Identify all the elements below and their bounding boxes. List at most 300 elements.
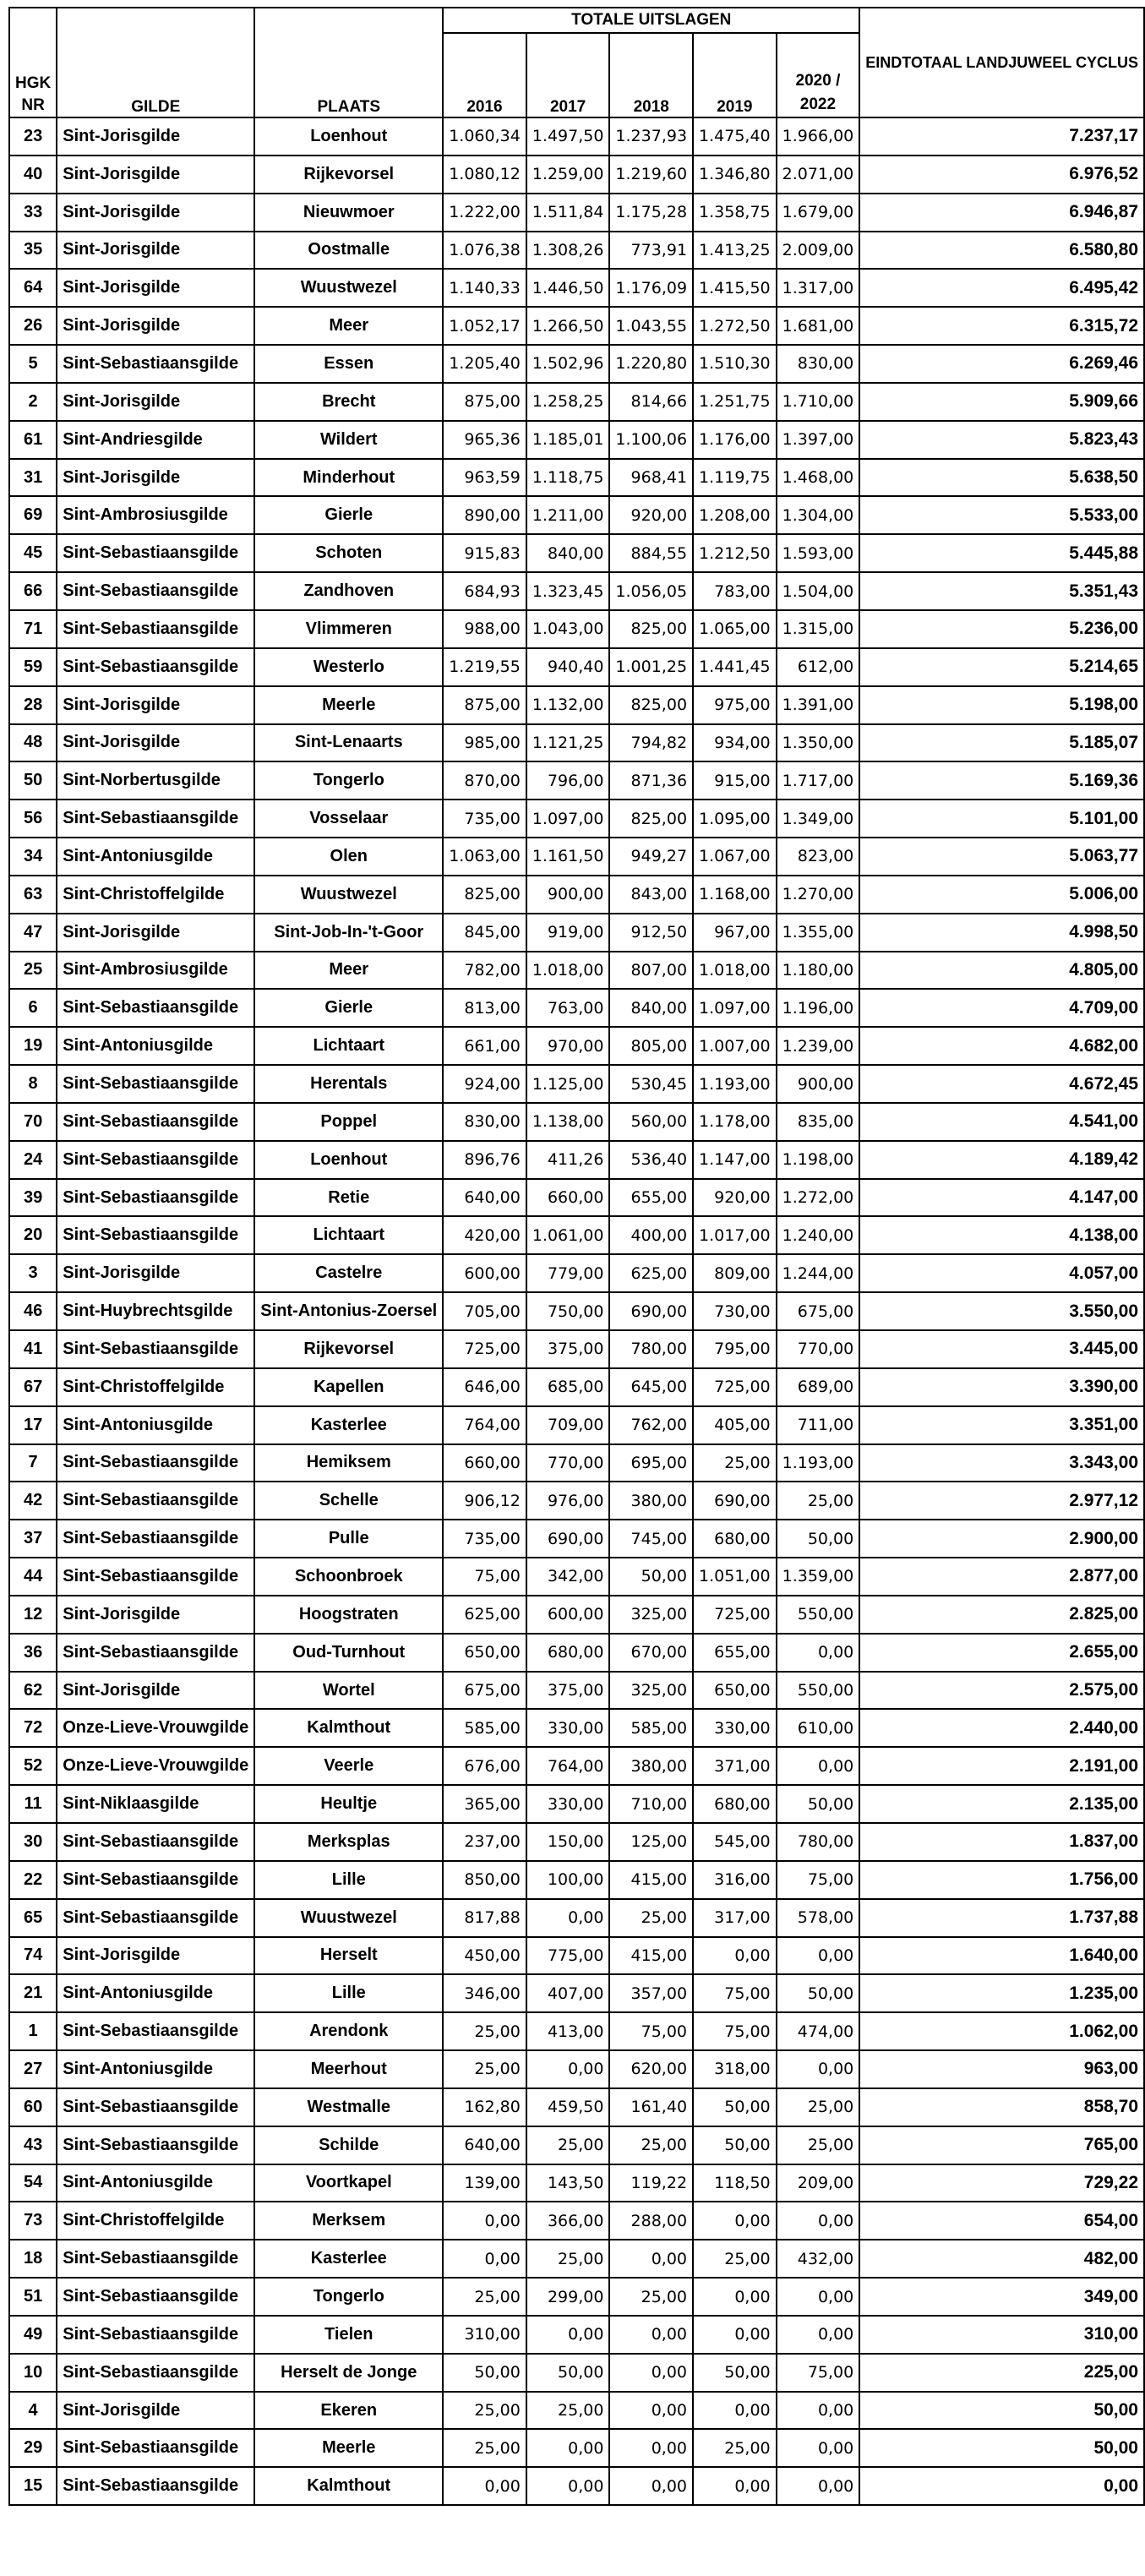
row-year-value: 75,00 (777, 2354, 860, 2392)
row-year-value: 0,00 (526, 2050, 610, 2088)
row-year-value: 843,00 (609, 876, 693, 914)
row-year-value: 680,00 (526, 1634, 610, 1672)
row-year-value: 1.391,00 (777, 686, 860, 724)
row-gilde: Sint-Sebastiaansgilde (57, 1330, 254, 1368)
table-row (9, 2392, 1144, 2430)
row-year-value: 1.211,00 (526, 496, 610, 534)
row-year-value: 118,50 (693, 2164, 777, 2202)
row-year-value: 968,41 (609, 459, 693, 497)
row-nr: 65 (9, 1899, 57, 1937)
row-year-value: 50,00 (777, 1974, 860, 2012)
row-year-value: 1.717,00 (777, 761, 860, 800)
row-nr: 15 (9, 2467, 57, 2505)
row-plaats: Veerle (254, 1747, 443, 1785)
row-year-value: 1.346,80 (693, 156, 777, 194)
row-year-value: 1.510,30 (693, 345, 777, 383)
row-year-value: 640,00 (443, 2126, 526, 2164)
row-year-value: 1.240,00 (777, 1216, 860, 1254)
row-gilde: Sint-Sebastiaansgilde (57, 2278, 254, 2316)
row-year-value: 1.323,45 (526, 572, 610, 610)
row-gilde: Sint-Sebastiaansgilde (57, 2088, 254, 2126)
row-year-value: 1.018,00 (526, 952, 610, 990)
row-total: 2.135,00 (859, 1785, 1144, 1823)
row-year-value: 963,59 (443, 459, 526, 497)
col-year-header: 2019 (693, 33, 777, 117)
row-year-value: 1.043,00 (526, 610, 610, 648)
row-year-value: 415,00 (609, 1861, 693, 1899)
row-year-value: 0,00 (777, 1747, 860, 1785)
row-nr: 48 (9, 724, 57, 762)
row-year-value: 330,00 (526, 1785, 610, 1823)
row-plaats: Arendonk (254, 2012, 443, 2050)
row-year-value: 578,00 (777, 1899, 860, 1937)
row-gilde: Sint-Sebastiaansgilde (57, 800, 254, 838)
row-year-value: 890,00 (443, 496, 526, 534)
row-gilde: Sint-Jorisgilde (57, 156, 254, 194)
row-year-value: 1.018,00 (693, 952, 777, 990)
row-year-value: 0,00 (777, 2429, 860, 2467)
row-nr: 28 (9, 686, 57, 724)
row-year-value: 1.080,12 (443, 156, 526, 194)
row-year-value: 299,00 (526, 2278, 610, 2316)
row-year-value: 600,00 (443, 1254, 526, 1292)
row-year-value: 1.504,00 (777, 572, 860, 610)
row-plaats: Herselt (254, 1937, 443, 1975)
row-gilde: Sint-Sebastiaansgilde (57, 648, 254, 686)
row-year-value: 1.100,06 (609, 421, 693, 459)
row-year-value: 25,00 (443, 2429, 526, 2467)
row-year-value: 912,50 (609, 914, 693, 952)
row-total: 5.638,50 (859, 459, 1144, 497)
row-year-value: 900,00 (777, 1065, 860, 1103)
row-year-value: 709,00 (526, 1406, 610, 1444)
row-nr: 49 (9, 2316, 57, 2354)
row-year-value: 795,00 (693, 1330, 777, 1368)
row-nr: 22 (9, 1861, 57, 1899)
row-gilde: Sint-Sebastiaansgilde (57, 1823, 254, 1861)
row-year-value: 0,00 (443, 2467, 526, 2505)
row-nr: 5 (9, 345, 57, 383)
row-gilde: Sint-Sebastiaansgilde (57, 2012, 254, 2050)
row-plaats: Rijkevorsel (254, 1330, 443, 1368)
row-plaats: Merksem (254, 2202, 443, 2240)
row-total: 2.655,00 (859, 1634, 1144, 1672)
row-gilde: Sint-Antoniusgilde (57, 2164, 254, 2202)
row-plaats: Tielen (254, 2316, 443, 2354)
row-year-value: 317,00 (693, 1899, 777, 1937)
row-gilde: Sint-Jorisgilde (57, 914, 254, 952)
row-nr: 34 (9, 838, 57, 876)
row-total: 654,00 (859, 2202, 1144, 2240)
row-plaats: Kapellen (254, 1368, 443, 1406)
row-plaats: Lille (254, 1861, 443, 1899)
row-year-value: 380,00 (609, 1747, 693, 1785)
row-gilde: Sint-Sebastiaansgilde (57, 1634, 254, 1672)
row-year-value: 536,40 (609, 1141, 693, 1179)
row-total: 2.977,12 (859, 1482, 1144, 1520)
row-year-value: 1.176,09 (609, 269, 693, 307)
row-gilde: Sint-Sebastiaansgilde (57, 2354, 254, 2392)
row-total: 6.495,42 (859, 269, 1144, 307)
row-year-value: 25,00 (777, 2126, 860, 2164)
row-year-value: 845,00 (443, 914, 526, 952)
row-year-value: 1.258,25 (526, 383, 610, 421)
row-year-value: 825,00 (609, 610, 693, 648)
row-plaats: Wortel (254, 1672, 443, 1710)
row-plaats: Lichtaart (254, 1027, 443, 1065)
table-row (9, 2278, 1144, 2316)
row-gilde: Sint-Christoffelgilde (57, 1368, 254, 1406)
row-total: 2.575,00 (859, 1672, 1144, 1710)
row-year-value: 675,00 (777, 1292, 860, 1330)
row-year-value: 680,00 (693, 1785, 777, 1823)
row-gilde: Sint-Sebastiaansgilde (57, 989, 254, 1027)
row-year-value: 420,00 (443, 1216, 526, 1254)
row-year-value: 0,00 (777, 2392, 860, 2430)
row-year-value: 366,00 (526, 2202, 610, 2240)
table-row (9, 761, 1144, 800)
row-plaats: Ekeren (254, 2392, 443, 2430)
row-year-value: 1.219,60 (609, 156, 693, 194)
row-year-value: 25,00 (443, 2050, 526, 2088)
row-total: 482,00 (859, 2240, 1144, 2278)
row-year-value: 25,00 (693, 2429, 777, 2467)
row-plaats: Poppel (254, 1103, 443, 1141)
table-row (9, 2050, 1144, 2088)
table-row (9, 1785, 1144, 1823)
table-row (9, 1292, 1144, 1330)
row-year-value: 50,00 (609, 1558, 693, 1596)
row-total: 4.998,50 (859, 914, 1144, 952)
row-total: 4.709,00 (859, 989, 1144, 1027)
table-row (9, 2012, 1144, 2050)
row-year-value: 1.272,50 (693, 307, 777, 345)
table-row (9, 1937, 1144, 1975)
row-year-value: 1.161,50 (526, 838, 610, 876)
row-year-value: 676,00 (443, 1747, 526, 1785)
row-year-value: 530,45 (609, 1065, 693, 1103)
row-year-value: 0,00 (693, 2316, 777, 2354)
row-year-value: 711,00 (777, 1406, 860, 1444)
row-year-value: 0,00 (693, 2278, 777, 2316)
row-year-value: 1.001,25 (609, 648, 693, 686)
row-year-value: 814,66 (609, 383, 693, 421)
row-nr: 2 (9, 383, 57, 421)
row-nr: 18 (9, 2240, 57, 2278)
table-row (9, 459, 1144, 497)
row-total: 1.235,00 (859, 1974, 1144, 2012)
row-total: 4.672,45 (859, 1065, 1144, 1103)
row-year-value: 976,00 (526, 1482, 610, 1520)
results-table (8, 7, 1145, 2506)
table-row (9, 1141, 1144, 1179)
row-year-value: 807,00 (609, 952, 693, 990)
row-total: 4.682,00 (859, 1027, 1144, 1065)
table-row (9, 156, 1144, 194)
row-year-value: 1.710,00 (777, 383, 860, 421)
row-year-value: 965,36 (443, 421, 526, 459)
table-row (9, 914, 1144, 952)
row-year-value: 750,00 (526, 1292, 610, 1330)
row-plaats: Wuustwezel (254, 1899, 443, 1937)
row-year-value: 407,00 (526, 1974, 610, 2012)
row-total: 1.756,00 (859, 1861, 1144, 1899)
table-row (9, 2088, 1144, 2126)
row-year-value: 780,00 (777, 1823, 860, 1861)
row-plaats: Meerle (254, 686, 443, 724)
row-year-value: 875,00 (443, 686, 526, 724)
row-year-value: 0,00 (526, 2429, 610, 2467)
row-year-value: 318,00 (693, 2050, 777, 2088)
row-year-value: 940,40 (526, 648, 610, 686)
row-year-value: 1.205,40 (443, 345, 526, 383)
row-plaats: Westmalle (254, 2088, 443, 2126)
row-year-value: 330,00 (526, 1709, 610, 1747)
row-year-value: 661,00 (443, 1027, 526, 1065)
row-year-value: 325,00 (609, 1596, 693, 1634)
table-row (9, 1444, 1144, 1482)
row-nr: 20 (9, 1216, 57, 1254)
row-total: 50,00 (859, 2392, 1144, 2430)
row-plaats: Retie (254, 1179, 443, 1217)
row-total: 5.185,07 (859, 724, 1144, 762)
row-nr: 73 (9, 2202, 57, 2240)
row-plaats: Gierle (254, 989, 443, 1027)
row-year-value: 770,00 (777, 1330, 860, 1368)
row-year-value: 0,00 (609, 2392, 693, 2430)
row-plaats: Lichtaart (254, 1216, 443, 1254)
row-year-value: 25,00 (609, 2126, 693, 2164)
row-year-value: 988,00 (443, 610, 526, 648)
row-nr: 29 (9, 2429, 57, 2467)
row-year-value: 585,00 (443, 1709, 526, 1747)
table-row (9, 1027, 1144, 1065)
row-gilde: Sint-Sebastiaansgilde (57, 1899, 254, 1937)
row-total: 7.237,17 (859, 117, 1144, 156)
row-plaats: Sint-Lenaarts (254, 724, 443, 762)
row-plaats: Schilde (254, 2126, 443, 2164)
table-row (9, 269, 1144, 307)
row-year-value: 1.441,45 (693, 648, 777, 686)
row-year-value: 1.121,25 (526, 724, 610, 762)
table-row (9, 1558, 1144, 1596)
row-total: 6.976,52 (859, 156, 1144, 194)
row-year-value: 764,00 (443, 1406, 526, 1444)
row-year-value: 450,00 (443, 1937, 526, 1975)
row-year-value: 762,00 (609, 1406, 693, 1444)
row-year-value: 1.244,00 (777, 1254, 860, 1292)
row-year-value: 1.118,75 (526, 459, 610, 497)
row-nr: 70 (9, 1103, 57, 1141)
row-year-value: 934,00 (693, 724, 777, 762)
row-gilde: Sint-Sebastiaansgilde (57, 2126, 254, 2164)
row-year-value: 805,00 (609, 1027, 693, 1065)
row-year-value: 75,00 (443, 1558, 526, 1596)
row-nr: 12 (9, 1596, 57, 1634)
row-gilde: Sint-Sebastiaansgilde (57, 1482, 254, 1520)
row-year-value: 0,00 (777, 2202, 860, 2240)
row-nr: 24 (9, 1141, 57, 1179)
row-gilde: Sint-Huybrechtsgilde (57, 1292, 254, 1330)
row-gilde: Onze-Lieve-Vrouwgilde (57, 1747, 254, 1785)
row-year-value: 1.237,93 (609, 117, 693, 156)
table-row (9, 2354, 1144, 2392)
row-year-value: 330,00 (693, 1709, 777, 1747)
row-total: 729,22 (859, 2164, 1144, 2202)
row-year-value: 1.180,00 (777, 952, 860, 990)
row-total: 5.351,43 (859, 572, 1144, 610)
row-year-value: 75,00 (693, 2012, 777, 2050)
row-year-value: 0,00 (777, 2467, 860, 2505)
row-gilde: Sint-Sebastiaansgilde (57, 345, 254, 383)
row-year-value: 25,00 (609, 1899, 693, 1937)
row-year-value: 25,00 (443, 2012, 526, 2050)
row-year-value: 967,00 (693, 914, 777, 952)
row-year-value: 655,00 (609, 1179, 693, 1217)
row-gilde: Sint-Sebastiaansgilde (57, 1861, 254, 1899)
row-year-value: 725,00 (443, 1330, 526, 1368)
table-row (9, 307, 1144, 345)
row-plaats: Hoogstraten (254, 1596, 443, 1634)
row-plaats: Heultje (254, 1785, 443, 1823)
row-year-value: 1.212,50 (693, 534, 777, 572)
row-total: 5.214,65 (859, 648, 1144, 686)
row-year-value: 625,00 (609, 1254, 693, 1292)
row-total: 2.440,00 (859, 1709, 1144, 1747)
row-year-value: 288,00 (609, 2202, 693, 2240)
row-total: 6.946,87 (859, 194, 1144, 232)
row-year-value: 830,00 (443, 1103, 526, 1141)
row-year-value: 1.468,00 (777, 459, 860, 497)
row-total: 3.343,00 (859, 1444, 1144, 1482)
row-year-value: 310,00 (443, 2316, 526, 2354)
row-year-value: 161,40 (609, 2088, 693, 2126)
row-plaats: Oud-Turnhout (254, 1634, 443, 1672)
row-year-value: 25,00 (777, 2088, 860, 2126)
row-plaats: Westerlo (254, 648, 443, 686)
row-gilde: Sint-Jorisgilde (57, 232, 254, 270)
row-year-value: 1.208,00 (693, 496, 777, 534)
row-year-value: 625,00 (443, 1596, 526, 1634)
row-year-value: 371,00 (693, 1747, 777, 1785)
row-gilde: Sint-Jorisgilde (57, 1254, 254, 1292)
row-gilde: Sint-Jorisgilde (57, 1596, 254, 1634)
row-total: 4.805,00 (859, 952, 1144, 990)
row-total: 4.147,00 (859, 1179, 1144, 1217)
row-year-value: 380,00 (609, 1482, 693, 1520)
table-row (9, 1482, 1144, 1520)
row-gilde: Sint-Jorisgilde (57, 686, 254, 724)
row-plaats: Wuustwezel (254, 876, 443, 914)
table-row (9, 1899, 1144, 1937)
row-year-value: 763,00 (526, 989, 610, 1027)
row-plaats: Loenhout (254, 1141, 443, 1179)
row-plaats: Schelle (254, 1482, 443, 1520)
row-gilde: Sint-Jorisgilde (57, 724, 254, 762)
row-nr: 61 (9, 421, 57, 459)
row-year-value: 660,00 (443, 1444, 526, 1482)
row-year-value: 346,00 (443, 1974, 526, 2012)
row-plaats: Kasterlee (254, 2240, 443, 2278)
row-nr: 1 (9, 2012, 57, 2050)
row-year-value: 705,00 (443, 1292, 526, 1330)
row-year-value: 825,00 (609, 686, 693, 724)
table-row (9, 1596, 1144, 1634)
row-plaats: Brecht (254, 383, 443, 421)
row-year-value: 0,00 (526, 1899, 610, 1937)
row-year-value: 0,00 (777, 2050, 860, 2088)
row-plaats: Herentals (254, 1065, 443, 1103)
row-year-value: 840,00 (609, 989, 693, 1027)
row-total: 5.445,88 (859, 534, 1144, 572)
row-year-value: 1.176,00 (693, 421, 777, 459)
row-nr: 27 (9, 2050, 57, 2088)
row-gilde: Sint-Sebastiaansgilde (57, 2316, 254, 2354)
row-year-value: 100,00 (526, 1861, 610, 1899)
row-year-value: 1.222,00 (443, 194, 526, 232)
row-plaats: Oostmalle (254, 232, 443, 270)
table-row (9, 648, 1144, 686)
row-year-value: 432,00 (777, 2240, 860, 2278)
row-year-value: 650,00 (693, 1672, 777, 1710)
row-total: 1.640,00 (859, 1937, 1144, 1975)
row-year-value: 813,00 (443, 989, 526, 1027)
row-year-value: 900,00 (526, 876, 610, 914)
row-plaats: Tongerlo (254, 2278, 443, 2316)
row-year-value: 1.315,00 (777, 610, 860, 648)
row-total: 2.900,00 (859, 1520, 1144, 1558)
row-nr: 63 (9, 876, 57, 914)
row-year-value: 1.317,00 (777, 269, 860, 307)
row-year-value: 850,00 (443, 1861, 526, 1899)
row-plaats: Kalmthout (254, 1709, 443, 1747)
row-plaats: Meer (254, 952, 443, 990)
row-total: 1.837,00 (859, 1823, 1144, 1861)
row-year-value: 1.355,00 (777, 914, 860, 952)
table-row (9, 534, 1144, 572)
row-year-value: 794,82 (609, 724, 693, 762)
row-total: 765,00 (859, 2126, 1144, 2164)
row-year-value: 660,00 (526, 1179, 610, 1217)
row-year-value: 405,00 (693, 1406, 777, 1444)
row-year-value: 1.593,00 (777, 534, 860, 572)
row-total: 5.533,00 (859, 496, 1144, 534)
table-row (9, 1823, 1144, 1861)
row-plaats: Minderhout (254, 459, 443, 497)
row-gilde: Sint-Andriesgilde (57, 421, 254, 459)
row-gilde: Onze-Lieve-Vrouwgilde (57, 1709, 254, 1747)
row-year-value: 560,00 (609, 1103, 693, 1141)
row-year-value: 1.196,00 (777, 989, 860, 1027)
row-year-value: 150,00 (526, 1823, 610, 1861)
row-nr: 72 (9, 1709, 57, 1747)
row-year-value: 365,00 (443, 1785, 526, 1823)
row-nr: 59 (9, 648, 57, 686)
row-year-value: 2.009,00 (777, 232, 860, 270)
row-year-value: 0,00 (443, 2240, 526, 2278)
row-year-value: 906,12 (443, 1482, 526, 1520)
row-plaats: Wuustwezel (254, 269, 443, 307)
row-gilde: Sint-Sebastiaansgilde (57, 1444, 254, 1482)
row-year-value: 0,00 (777, 2316, 860, 2354)
row-nr: 41 (9, 1330, 57, 1368)
row-year-value: 357,00 (609, 1974, 693, 2012)
row-gilde: Sint-Sebastiaansgilde (57, 1065, 254, 1103)
row-total: 5.909,66 (859, 383, 1144, 421)
row-year-value: 896,76 (443, 1141, 526, 1179)
row-nr: 3 (9, 1254, 57, 1292)
row-nr: 74 (9, 1937, 57, 1975)
